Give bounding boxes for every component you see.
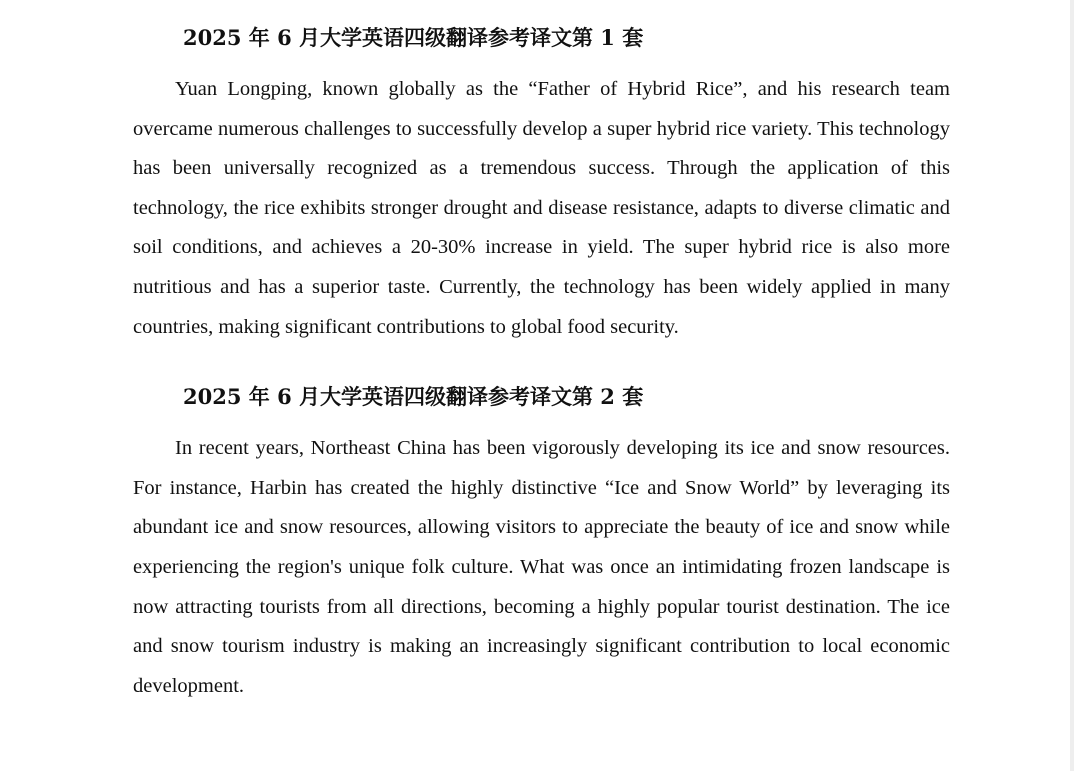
- translation-paragraph-1: Yuan Longping, known globally as the “Father of Hybrid Rice”, and his research team overcame numerous challenges to successfully develop a super hybrid rice variety. This technology has been universally recognized as a tremendous success. Through the application of this technology, the rice exhibits stronger drought and disease resistance, adapts to diverse climatic and soil conditions, and achieves a 20-30% increase in yield. The super hybrid rice is also more nutritious and has a superior taste. Currently, the technology has been widely applied in many countries, making significant contributions to global food security.: [133, 78, 950, 338]
- translation-section-1: [133, 20, 950, 347]
- document-page: [133, 20, 950, 706]
- translation-paragraph-2: In recent years, Northeast China has been vigorously developing its ice and snow resources. For instance, Harbin has created the highly distinctive “Ice and Snow World” by leveraging its abundant ice and snow resources, allowing visitors to appreciate the beauty of ice and snow while experiencing the region's unique folk culture. What was once an intimidating frozen landscape is now attracting tourists from all directions, becoming a highly popular tourist destination. The ice and snow tourism industry is making an increasingly significant contribution to local economic development.: [133, 437, 950, 697]
- page-edge: [1070, 0, 1074, 771]
- translation-section-2: [133, 379, 950, 706]
- section-heading-1: 2025 年 6 月大学英语四级翻译参考译文第 1 套: [183, 25, 644, 50]
- section-heading-2: 2025 年 6 月大学英语四级翻译参考译文第 2 套: [183, 384, 644, 410]
